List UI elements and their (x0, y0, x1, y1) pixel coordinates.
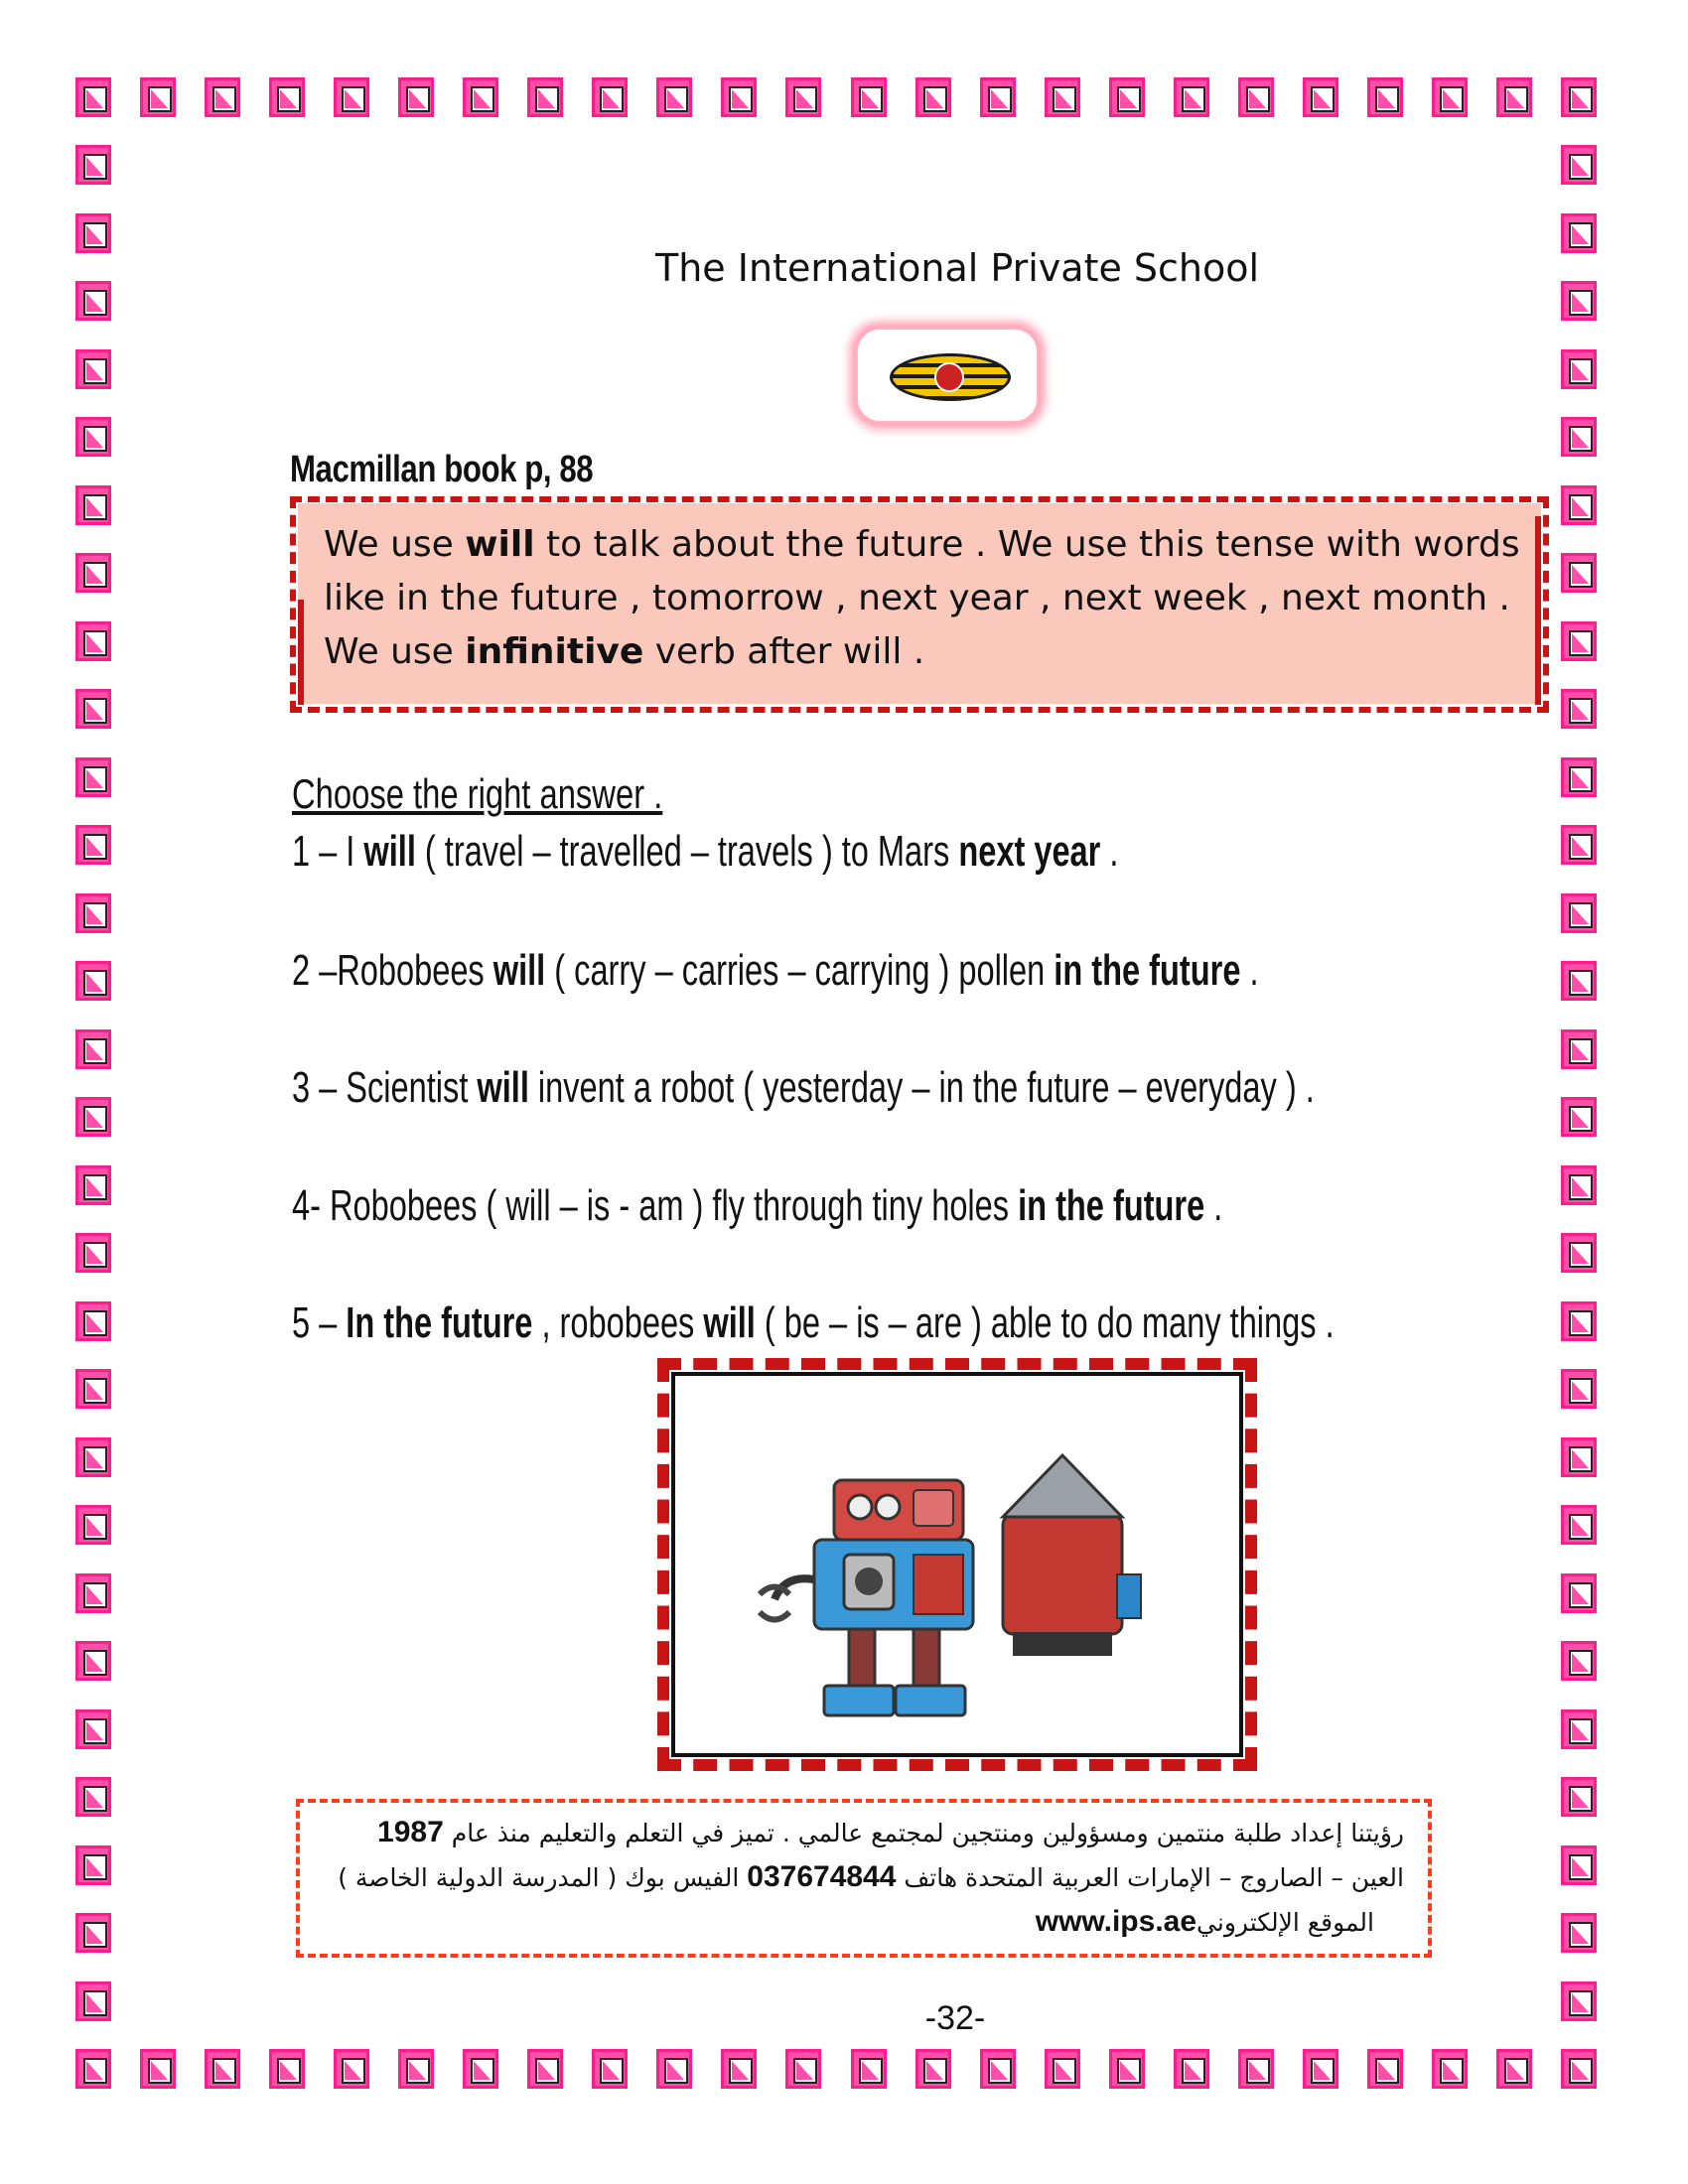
border-tile-icon (1432, 77, 1468, 117)
q-text: 3 – Scientist (292, 1063, 478, 1112)
border-tile-icon (75, 825, 111, 865)
border-tile-icon (1561, 145, 1597, 185)
border-tile-icon (656, 2049, 692, 2089)
border-tile-icon (140, 2049, 176, 2089)
border-tile-icon (1561, 1233, 1597, 1273)
border-tile-icon (75, 77, 111, 117)
border-tile-icon (1432, 2049, 1468, 2089)
border-tile-icon (75, 1437, 111, 1477)
q-text: invent a robot ( yesterday – in the future – everyday ) . (528, 1063, 1315, 1112)
q-bold: in the future (1054, 946, 1241, 995)
border-tile-icon (1561, 893, 1597, 933)
rule-bold-infinitive: infinitive (465, 631, 644, 672)
q-bold: will (703, 1298, 756, 1347)
border-tile-icon (527, 77, 563, 117)
border-tile-icon (334, 77, 369, 117)
q-text: ( carry – carries – carrying ) pollen (545, 946, 1055, 995)
logo-emblem-icon (890, 353, 1011, 401)
border-tile-icon (334, 2049, 369, 2089)
school-contact-info (328, 1811, 1404, 1945)
border-tile-icon (75, 1165, 111, 1205)
address-text: العين – الصاروج – الإمارات العربية المتحدة هاتف (896, 1863, 1404, 1892)
vision-text: رؤيتنا إعداد طلبة منتمين ومسؤولين ومنتجين لمجتمع عالمي . تميز في التعلم والتعليم منذ عام (443, 1819, 1404, 1847)
border-tile-icon (1561, 1165, 1597, 1205)
q-text: 2 –Robobees (292, 946, 493, 995)
border-tile-icon (75, 1029, 111, 1069)
rule-text-part: We use (324, 524, 466, 565)
border-tile-icon (1561, 1845, 1597, 1885)
q-text: 5 – (292, 1298, 347, 1347)
question-1 (292, 827, 1118, 877)
border-tile-icon (75, 1505, 111, 1545)
border-tile-icon (1561, 621, 1597, 661)
border-tile-icon (1561, 77, 1597, 117)
border-tile-icon (75, 1097, 111, 1137)
border-tile-icon (915, 2049, 951, 2089)
q-text: 1 – I (292, 827, 364, 876)
border-tile-icon (1561, 1437, 1597, 1477)
border-tile-icon (1561, 1029, 1597, 1069)
border-tile-icon (1045, 77, 1080, 117)
border-tile-icon (1561, 757, 1597, 797)
book-reference: Macmillan book p, 88 (290, 449, 594, 490)
border-tile-icon (75, 689, 111, 729)
rule-text-part: to talk about the future . We use this tense with words like in the future , tomorrow , next year , next week , next month . We use (324, 524, 1520, 672)
border-tile-icon (1561, 961, 1597, 1001)
robot-picture (671, 1372, 1243, 1757)
border-tile-icon (1045, 2049, 1080, 2089)
border-tile-icon (527, 2049, 563, 2089)
q-bold: will (492, 946, 546, 995)
q-text: , robobees (532, 1298, 704, 1347)
border-tile-icon (75, 961, 111, 1001)
border-tile-icon (1561, 2049, 1597, 2089)
border-tile-icon (1561, 417, 1597, 457)
border-tile-icon (269, 2049, 305, 2089)
q-bold: will (477, 1063, 529, 1112)
border-tile-icon (75, 1233, 111, 1273)
border-tile-icon (1561, 349, 1597, 389)
border-tile-icon (75, 1641, 111, 1681)
frame-bar-left (298, 600, 304, 705)
border-tile-icon (75, 2049, 111, 2089)
border-tile-icon (721, 77, 757, 117)
facebook-text: الفيس بوك ( المدرسة الدولية الخاصة ) (338, 1863, 748, 1892)
border-tile-icon (140, 77, 176, 117)
border-tile-icon (75, 1369, 111, 1409)
border-tile-icon (75, 485, 111, 525)
border-tile-icon (463, 2049, 498, 2089)
border-tile-icon (75, 893, 111, 933)
border-tile-icon (980, 77, 1016, 117)
phone-number: 037674844 (747, 1860, 897, 1893)
border-tile-icon (1303, 77, 1338, 117)
question-5 (292, 1298, 1335, 1348)
robot-icon (675, 1376, 1239, 1753)
border-tile-icon (1561, 1641, 1597, 1681)
question-4 (292, 1181, 1222, 1231)
border-tile-icon (656, 77, 692, 117)
border-tile-icon (1561, 1777, 1597, 1817)
border-tile-icon (398, 77, 434, 117)
contact-line-website (328, 1900, 1404, 1945)
border-tile-icon (721, 2049, 757, 2089)
q-text: . (1240, 946, 1259, 995)
border-tile-icon (1367, 2049, 1403, 2089)
border-tile-icon (75, 1301, 111, 1341)
border-tile-icon (75, 757, 111, 797)
border-tile-icon (75, 1709, 111, 1749)
border-tile-icon (1496, 2049, 1532, 2089)
border-tile-icon (1561, 1369, 1597, 1409)
border-tile-icon (1561, 689, 1597, 729)
border-tile-icon (1561, 281, 1597, 321)
border-tile-icon (1561, 1573, 1597, 1613)
border-tile-icon (1174, 77, 1209, 117)
border-tile-icon (75, 621, 111, 661)
contact-line-address (328, 1855, 1404, 1900)
contact-line-vision (328, 1811, 1404, 1855)
border-tile-icon (1561, 1301, 1597, 1341)
border-tile-icon (1561, 485, 1597, 525)
question-3 (292, 1063, 1315, 1113)
founding-year: 1987 (377, 1816, 444, 1848)
border-tile-icon (1561, 1709, 1597, 1749)
q-text: ( be – is – are ) able to do many things . (755, 1298, 1335, 1347)
border-tile-icon (1561, 553, 1597, 593)
border-tile-icon (269, 77, 305, 117)
border-tile-icon (1561, 213, 1597, 253)
border-tile-icon (75, 1777, 111, 1817)
q-bold: In the future (346, 1298, 533, 1347)
border-tile-icon (205, 77, 240, 117)
exercise-instruction: Choose the right answer . (292, 770, 663, 817)
border-tile-icon (1496, 77, 1532, 117)
grammar-rule-text (324, 518, 1525, 679)
q-text: . (1100, 827, 1119, 876)
border-tile-icon (75, 349, 111, 389)
border-tile-icon (785, 2049, 821, 2089)
frame-bar-right (1535, 516, 1541, 705)
border-tile-icon (75, 1845, 111, 1885)
border-tile-icon (398, 2049, 434, 2089)
rule-bold-will: will (465, 524, 535, 565)
question-2 (292, 946, 1259, 996)
border-tile-icon (1561, 1913, 1597, 1953)
q-bold: next year (958, 827, 1101, 876)
border-tile-icon (851, 2049, 887, 2089)
border-tile-icon (915, 77, 951, 117)
border-tile-icon (75, 281, 111, 321)
q-text: 4- Robobees ( will – is - am ) fly through tiny holes (292, 1181, 1019, 1230)
border-tile-icon (1303, 2049, 1338, 2089)
q-text: ( travel – travelled – travels ) to Mars (415, 827, 959, 876)
border-tile-icon (75, 1573, 111, 1613)
border-tile-icon (75, 145, 111, 185)
border-tile-icon (75, 213, 111, 253)
q-bold: will (363, 827, 416, 876)
border-tile-icon (1174, 2049, 1209, 2089)
border-tile-icon (75, 553, 111, 593)
border-tile-icon (1109, 2049, 1145, 2089)
school-logo (856, 328, 1039, 423)
border-tile-icon (1238, 2049, 1274, 2089)
border-tile-icon (463, 77, 498, 117)
school-title: The International Private School (655, 246, 1260, 290)
border-tile-icon (1561, 1505, 1597, 1545)
border-tile-icon (205, 2049, 240, 2089)
border-tile-icon (980, 2049, 1016, 2089)
border-tile-icon (851, 77, 887, 117)
border-tile-icon (75, 417, 111, 457)
website-label: الموقع الإلكتروني (1196, 1908, 1374, 1937)
border-tile-icon (1561, 825, 1597, 865)
border-tile-icon (1109, 77, 1145, 117)
border-tile-icon (1561, 1097, 1597, 1137)
rule-text-part: verb after will . (643, 631, 925, 672)
page-number: -32- (924, 1999, 986, 2037)
website-url: www.ips.ae (1035, 1905, 1197, 1938)
border-tile-icon (1367, 77, 1403, 117)
q-text: . (1204, 1181, 1223, 1230)
border-tile-icon (592, 77, 628, 117)
q-bold: in the future (1018, 1181, 1205, 1230)
border-tile-icon (785, 77, 821, 117)
border-tile-icon (592, 2049, 628, 2089)
border-tile-icon (1238, 77, 1274, 117)
border-tile-icon (75, 1913, 111, 1953)
